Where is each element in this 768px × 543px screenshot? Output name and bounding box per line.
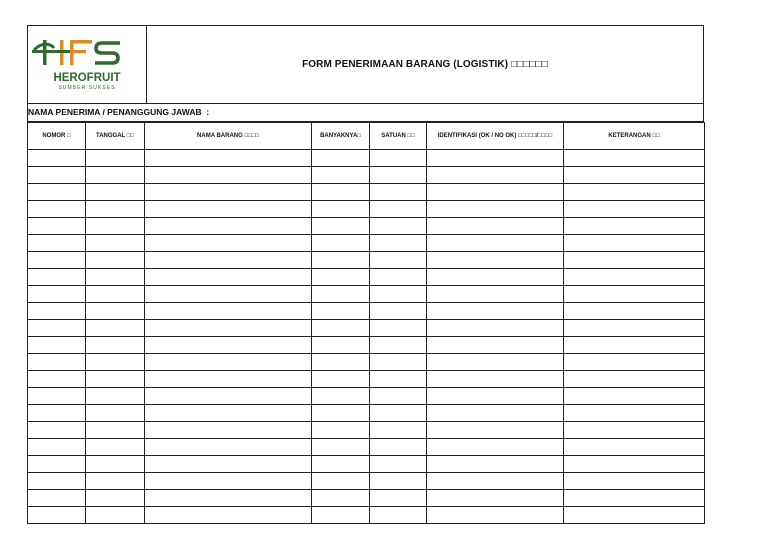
form-sheet bbox=[27, 25, 704, 519]
table-cell[interactable] bbox=[427, 218, 564, 235]
table-cell[interactable] bbox=[564, 184, 705, 201]
table-cell[interactable] bbox=[86, 218, 145, 235]
table-cell[interactable] bbox=[564, 218, 705, 235]
table-cell[interactable] bbox=[28, 456, 86, 473]
table-cell[interactable] bbox=[564, 286, 705, 303]
table-cell[interactable] bbox=[28, 184, 86, 201]
table-cell[interactable] bbox=[86, 303, 145, 320]
table-cell[interactable] bbox=[427, 507, 564, 524]
table-cell[interactable] bbox=[427, 439, 564, 456]
table-cell[interactable] bbox=[312, 150, 370, 167]
table-cell[interactable] bbox=[427, 320, 564, 337]
table-cell[interactable] bbox=[312, 388, 370, 405]
table-cell[interactable] bbox=[427, 303, 564, 320]
table-cell[interactable] bbox=[28, 320, 86, 337]
table-cell[interactable] bbox=[312, 490, 370, 507]
table-cell[interactable] bbox=[28, 303, 86, 320]
table-cell[interactable] bbox=[145, 167, 312, 184]
table-row bbox=[28, 422, 705, 439]
table-cell[interactable] bbox=[427, 354, 564, 371]
table-cell[interactable] bbox=[564, 320, 705, 337]
table-cell[interactable] bbox=[28, 269, 86, 286]
table-cell[interactable] bbox=[427, 150, 564, 167]
col-nama-barang: NAMA BARANG □□□□ bbox=[145, 123, 312, 150]
table-row bbox=[28, 167, 705, 184]
table-row bbox=[28, 303, 705, 320]
table-cell[interactable] bbox=[312, 218, 370, 235]
table-cell[interactable] bbox=[28, 507, 86, 524]
table-cell[interactable] bbox=[86, 354, 145, 371]
table-row bbox=[28, 388, 705, 405]
table-cell[interactable] bbox=[28, 252, 86, 269]
table-cell[interactable] bbox=[86, 184, 145, 201]
col-identifikasi: IDENTIFIKASI (OK / NO OK) □□□□□/□□□□ bbox=[427, 123, 564, 150]
table-cell[interactable] bbox=[28, 235, 86, 252]
table-cell[interactable] bbox=[86, 371, 145, 388]
table-cell[interactable] bbox=[145, 422, 312, 439]
table-cell[interactable] bbox=[370, 422, 427, 439]
receiving-table bbox=[27, 122, 705, 524]
table-cell[interactable] bbox=[427, 456, 564, 473]
table-cell[interactable] bbox=[28, 150, 86, 167]
table-cell[interactable] bbox=[370, 354, 427, 371]
table-cell[interactable] bbox=[427, 337, 564, 354]
table-cell[interactable] bbox=[28, 354, 86, 371]
table-row bbox=[28, 150, 705, 167]
table-cell[interactable] bbox=[564, 201, 705, 218]
table-cell[interactable] bbox=[427, 167, 564, 184]
table-cell[interactable] bbox=[145, 439, 312, 456]
logo-cell bbox=[28, 26, 147, 103]
table-cell[interactable] bbox=[145, 235, 312, 252]
table-cell[interactable] bbox=[564, 473, 705, 490]
table-row bbox=[28, 507, 705, 524]
table-cell[interactable] bbox=[145, 405, 312, 422]
col-nomor: NOMOR □ bbox=[28, 123, 86, 150]
table-cell[interactable] bbox=[28, 422, 86, 439]
table-cell[interactable] bbox=[86, 439, 145, 456]
table-cell[interactable] bbox=[564, 388, 705, 405]
table-cell[interactable] bbox=[145, 201, 312, 218]
table-cell[interactable] bbox=[86, 422, 145, 439]
table-cell[interactable] bbox=[564, 167, 705, 184]
table-cell[interactable] bbox=[28, 218, 86, 235]
table-cell[interactable] bbox=[370, 507, 427, 524]
table-cell[interactable] bbox=[28, 286, 86, 303]
table-cell[interactable] bbox=[145, 337, 312, 354]
table-cell[interactable] bbox=[145, 303, 312, 320]
form-header bbox=[27, 25, 704, 104]
table-cell[interactable] bbox=[312, 320, 370, 337]
table-cell[interactable] bbox=[312, 201, 370, 218]
table-cell[interactable] bbox=[312, 422, 370, 439]
table-cell[interactable] bbox=[427, 405, 564, 422]
table-row bbox=[28, 405, 705, 422]
table-cell[interactable] bbox=[28, 405, 86, 422]
table-cell[interactable] bbox=[145, 269, 312, 286]
table-cell[interactable] bbox=[86, 201, 145, 218]
table-row bbox=[28, 371, 705, 388]
table-cell[interactable] bbox=[370, 490, 427, 507]
table-cell[interactable] bbox=[312, 439, 370, 456]
table-cell[interactable] bbox=[370, 167, 427, 184]
table-cell[interactable] bbox=[370, 405, 427, 422]
table-row bbox=[28, 235, 705, 252]
table-cell[interactable] bbox=[28, 201, 86, 218]
table-cell[interactable] bbox=[370, 303, 427, 320]
table-cell[interactable] bbox=[86, 167, 145, 184]
table-cell[interactable] bbox=[427, 388, 564, 405]
table-cell[interactable] bbox=[145, 218, 312, 235]
table-cell[interactable] bbox=[564, 422, 705, 439]
table-cell[interactable] bbox=[28, 473, 86, 490]
table-row bbox=[28, 490, 705, 507]
table-cell[interactable] bbox=[28, 388, 86, 405]
receiver-row bbox=[27, 103, 704, 122]
table-cell[interactable] bbox=[28, 337, 86, 354]
table-cell[interactable] bbox=[427, 235, 564, 252]
table-cell[interactable] bbox=[86, 473, 145, 490]
table-cell[interactable] bbox=[145, 473, 312, 490]
table-row bbox=[28, 473, 705, 490]
table-row bbox=[28, 201, 705, 218]
table-row bbox=[28, 456, 705, 473]
table-cell[interactable] bbox=[312, 286, 370, 303]
table-cell[interactable] bbox=[370, 337, 427, 354]
table-row bbox=[28, 354, 705, 371]
table-cell[interactable] bbox=[28, 371, 86, 388]
table-cell[interactable] bbox=[370, 473, 427, 490]
table-cell[interactable] bbox=[145, 354, 312, 371]
table-cell[interactable] bbox=[564, 371, 705, 388]
table-cell[interactable] bbox=[370, 269, 427, 286]
table-cell[interactable] bbox=[564, 303, 705, 320]
table-cell[interactable] bbox=[86, 337, 145, 354]
table-cell[interactable] bbox=[145, 507, 312, 524]
col-keterangan: KETERANGAN □□ bbox=[564, 123, 705, 150]
table-cell[interactable] bbox=[370, 184, 427, 201]
form-title: FORM PENERIMAAN BARANG (LOGISTIK) □□□□□□ bbox=[302, 59, 548, 70]
table-cell[interactable] bbox=[312, 235, 370, 252]
table-header-row bbox=[28, 123, 705, 150]
table-cell[interactable] bbox=[86, 235, 145, 252]
table-cell[interactable] bbox=[564, 456, 705, 473]
table-cell[interactable] bbox=[564, 354, 705, 371]
table-cell[interactable] bbox=[370, 439, 427, 456]
table-cell[interactable] bbox=[370, 235, 427, 252]
table-body bbox=[28, 150, 705, 524]
table-cell[interactable] bbox=[370, 371, 427, 388]
table-cell[interactable] bbox=[427, 473, 564, 490]
table-cell[interactable] bbox=[427, 422, 564, 439]
table-row bbox=[28, 252, 705, 269]
table-cell[interactable] bbox=[312, 337, 370, 354]
table-cell[interactable] bbox=[145, 490, 312, 507]
table-cell[interactable] bbox=[564, 235, 705, 252]
table-row bbox=[28, 439, 705, 456]
table-cell[interactable] bbox=[145, 456, 312, 473]
col-satuan: SATUAN □□ bbox=[370, 123, 427, 150]
table-cell[interactable] bbox=[312, 456, 370, 473]
table-cell[interactable] bbox=[28, 490, 86, 507]
table-cell[interactable] bbox=[145, 286, 312, 303]
table-row bbox=[28, 184, 705, 201]
table-cell[interactable] bbox=[370, 150, 427, 167]
table-cell[interactable] bbox=[427, 371, 564, 388]
table-cell[interactable] bbox=[312, 167, 370, 184]
table-cell[interactable] bbox=[86, 150, 145, 167]
table-cell[interactable] bbox=[370, 320, 427, 337]
table-cell[interactable] bbox=[564, 269, 705, 286]
table-cell[interactable] bbox=[564, 252, 705, 269]
table-cell[interactable] bbox=[145, 184, 312, 201]
table-cell[interactable] bbox=[145, 320, 312, 337]
table-cell[interactable] bbox=[564, 405, 705, 422]
table-cell[interactable] bbox=[312, 405, 370, 422]
table-cell[interactable] bbox=[370, 218, 427, 235]
brand-tagline: SUMBER SUKSES bbox=[58, 85, 116, 91]
table-cell[interactable] bbox=[370, 388, 427, 405]
table-cell[interactable] bbox=[86, 269, 145, 286]
table-cell[interactable] bbox=[86, 320, 145, 337]
col-tanggal: TANGGAL □□ bbox=[86, 123, 145, 150]
col-banyaknya: BANYAKNYA□ bbox=[312, 123, 370, 150]
table-cell[interactable] bbox=[145, 371, 312, 388]
table-cell[interactable] bbox=[427, 252, 564, 269]
table-cell[interactable] bbox=[86, 388, 145, 405]
table-cell[interactable] bbox=[86, 405, 145, 422]
brand-name: HEROFRUIT bbox=[53, 72, 121, 84]
table-cell[interactable] bbox=[427, 201, 564, 218]
table-cell[interactable] bbox=[312, 354, 370, 371]
table-cell[interactable] bbox=[564, 439, 705, 456]
table-cell[interactable] bbox=[427, 490, 564, 507]
table-row bbox=[28, 218, 705, 235]
table-cell[interactable] bbox=[370, 252, 427, 269]
table-cell[interactable] bbox=[370, 286, 427, 303]
table-cell[interactable] bbox=[145, 388, 312, 405]
table-cell[interactable] bbox=[86, 490, 145, 507]
table-cell[interactable] bbox=[312, 507, 370, 524]
table-cell[interactable] bbox=[86, 252, 145, 269]
table-cell[interactable] bbox=[28, 439, 86, 456]
table-cell[interactable] bbox=[564, 490, 705, 507]
table-cell[interactable] bbox=[145, 252, 312, 269]
table-cell[interactable] bbox=[312, 184, 370, 201]
table-cell[interactable] bbox=[427, 184, 564, 201]
table-cell[interactable] bbox=[86, 286, 145, 303]
table-row bbox=[28, 286, 705, 303]
receiver-label: NAMA PENERIMA / PENANGGUNG JAWAB : bbox=[28, 107, 210, 117]
table-cell[interactable] bbox=[312, 371, 370, 388]
table-cell[interactable] bbox=[312, 303, 370, 320]
table-cell[interactable] bbox=[370, 456, 427, 473]
table-cell[interactable] bbox=[427, 286, 564, 303]
table-cell[interactable] bbox=[145, 150, 312, 167]
table-cell[interactable] bbox=[28, 167, 86, 184]
herofruit-logo bbox=[28, 26, 146, 103]
table-row bbox=[28, 337, 705, 354]
table-cell[interactable] bbox=[312, 269, 370, 286]
table-row bbox=[28, 320, 705, 337]
table-cell[interactable] bbox=[370, 201, 427, 218]
table-cell[interactable] bbox=[427, 269, 564, 286]
table-cell[interactable] bbox=[564, 337, 705, 354]
table-cell[interactable] bbox=[564, 507, 705, 524]
table-cell[interactable] bbox=[312, 252, 370, 269]
table-cell[interactable] bbox=[86, 507, 145, 524]
table-cell[interactable] bbox=[312, 473, 370, 490]
table-cell[interactable] bbox=[86, 456, 145, 473]
table-row bbox=[28, 269, 705, 286]
table-cell[interactable] bbox=[564, 150, 705, 167]
